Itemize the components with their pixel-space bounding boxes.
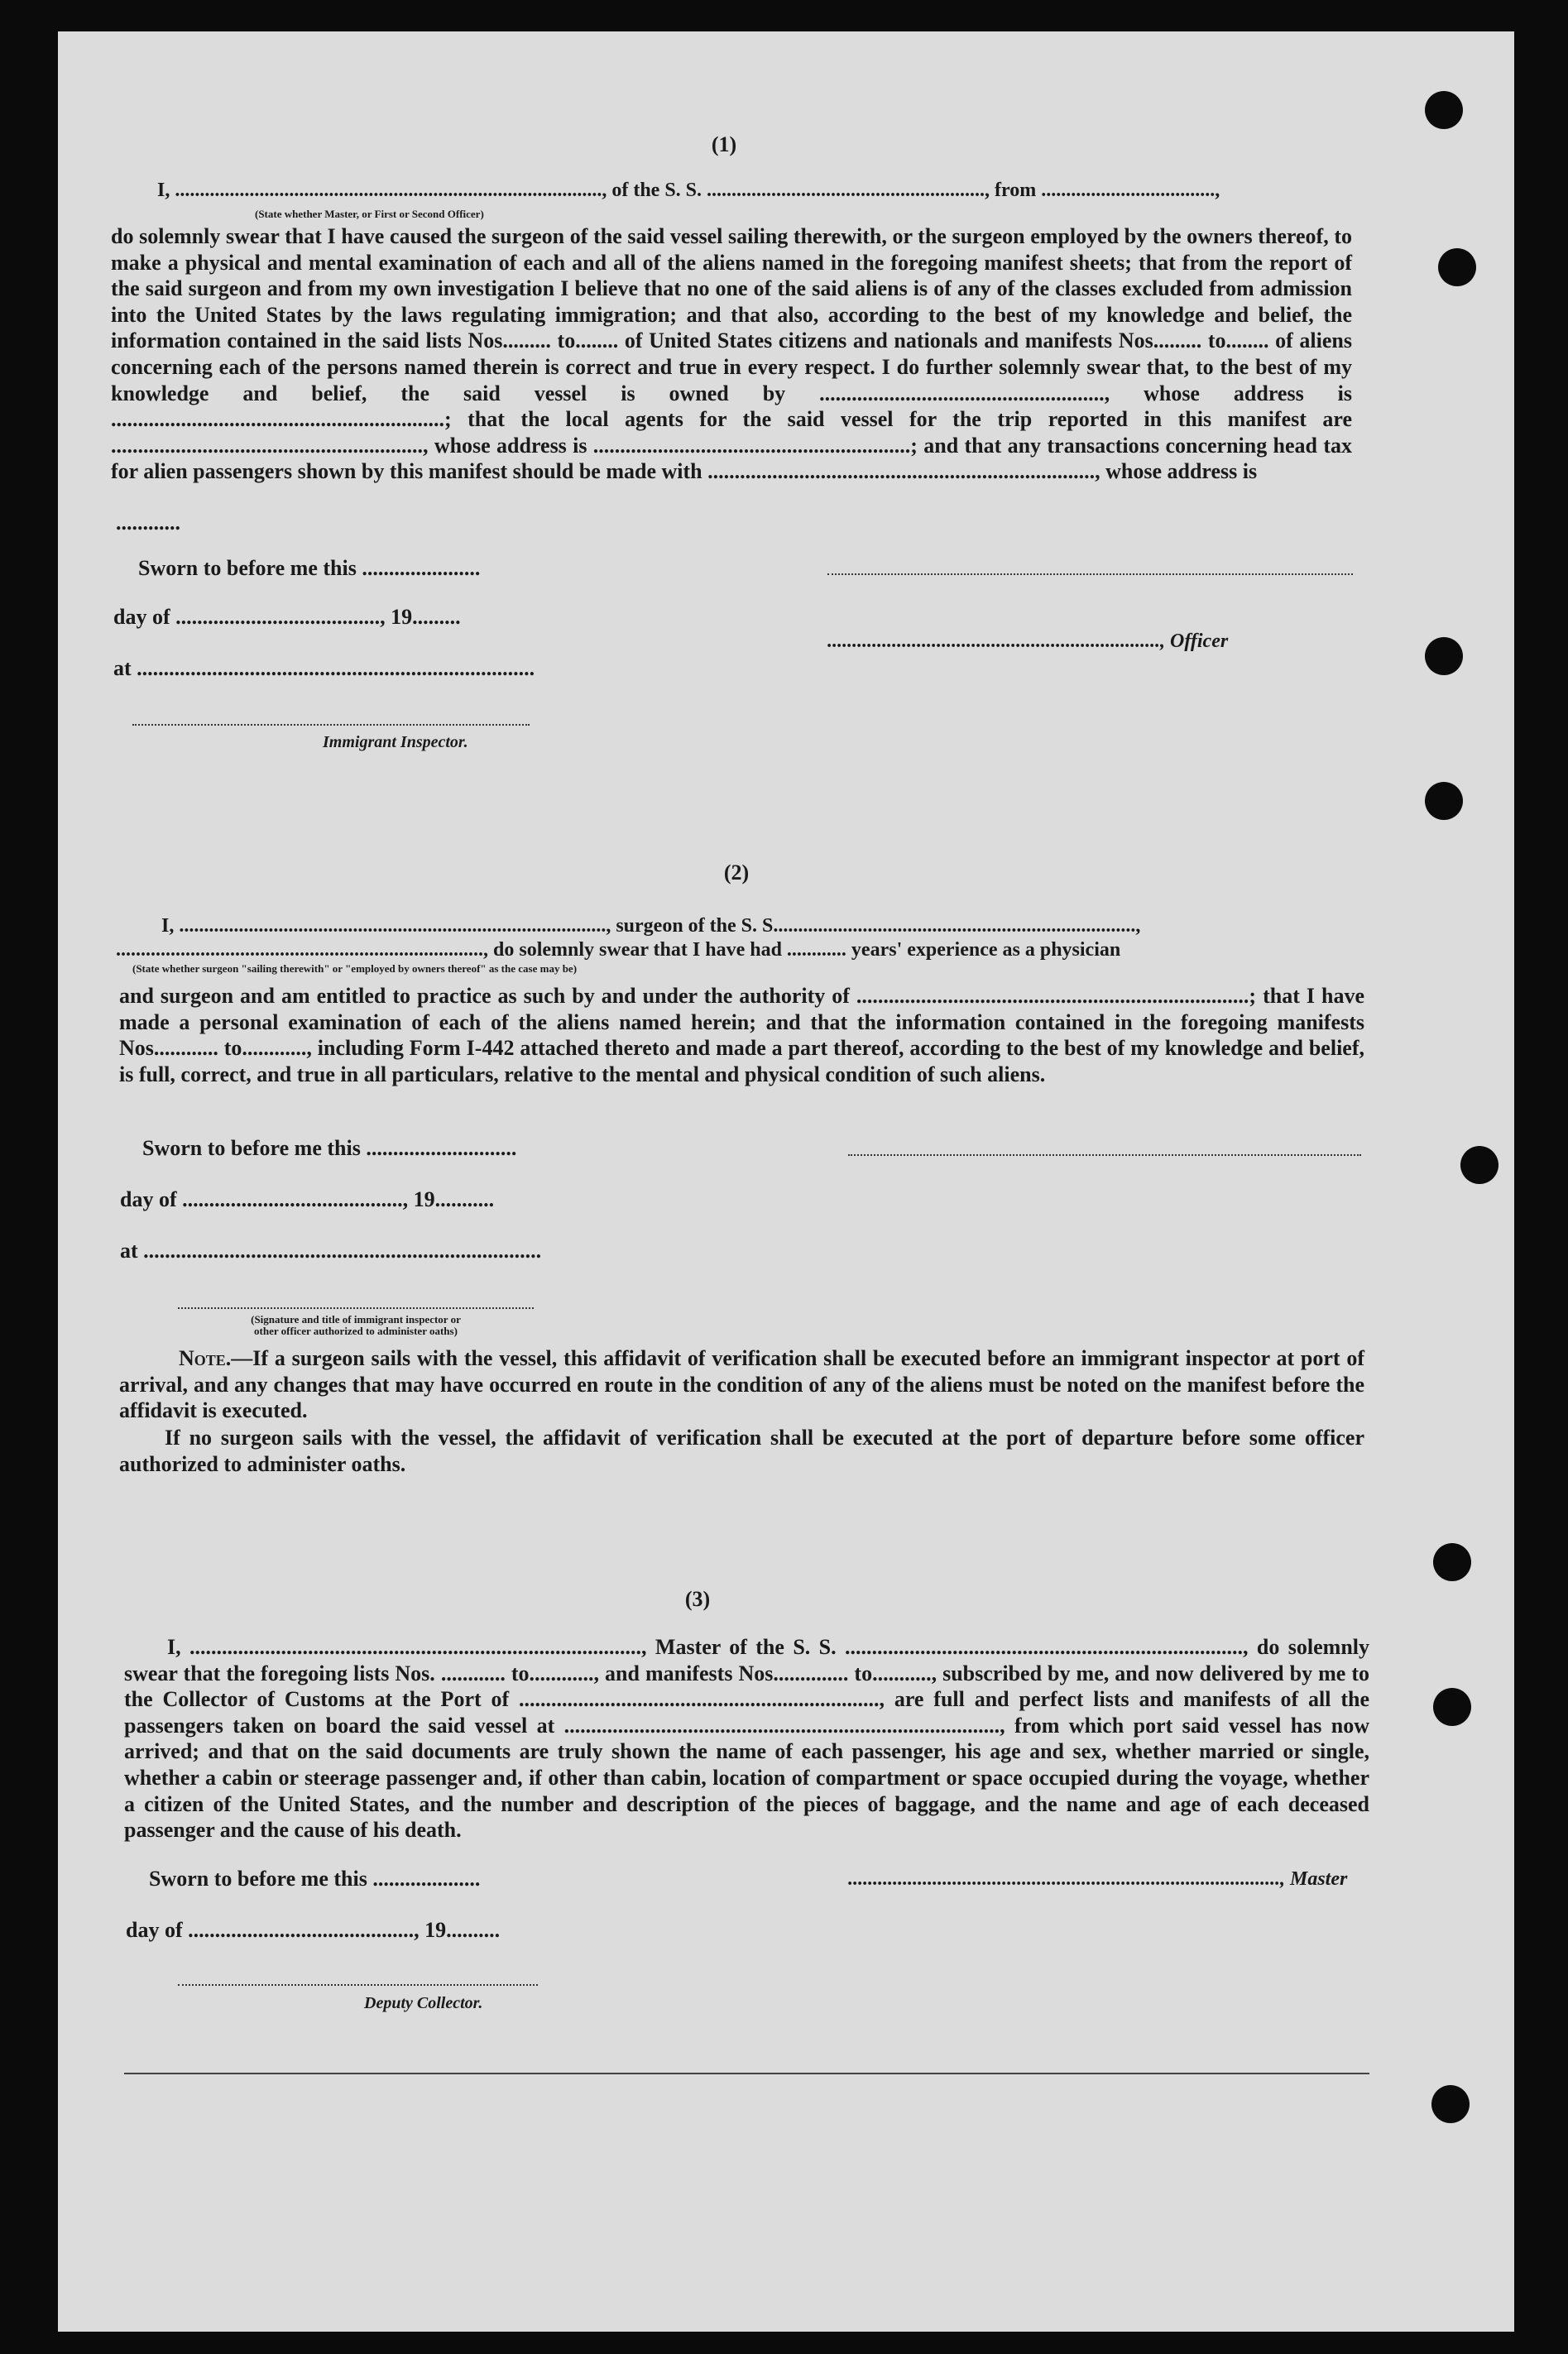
section-1-body: do solemnly swear that I have caused the surgeon of the said vessel sailing therewith, or the surgeon employed by the owners thereof, to make a physical and mental examination of each and all of the aliens named in the foregoing manifest sheets; that from the report of the said surgeon and from my own investigation I believe that no one of the said aliens is of any of the classes excluded from admission into the United States by the laws regulating immigration; and that also, according to the best of my knowledge and belief, the information contained in the said lists Nos......... to........ of United States citizens and nationals and manifests Nos......... to........ of aliens concerning each of the persons named therein is correct and true in every respect. I do further solemnly swear that, to the best of my knowledge and belief, the said vessel is owned by ....................................................., whose address is ..............................................................; that the local agents for the said vessel for the trip reported in this manifest are .........................................................., whose address is ...........................................................; and that any transactions concerning head tax for alien passengers shown by this manifest should be made with ........................................................................, whose address is (111, 224, 1352, 484)
section-1-number: (1) (711, 132, 737, 156)
note-label: Note. (179, 1346, 232, 1370)
section-2-note-2: If no surgeon sails with the vessel, the affidavit of verification shall be executed at the port of departure before some officer authorized to administer oaths. (119, 1426, 1364, 1476)
section-2-number: (2) (723, 861, 750, 885)
binder-hole (1433, 1543, 1471, 1581)
section-2-caption: (State whether surgeon "sailing therewith" or "employed by owners thereof" as the case may be) (132, 962, 578, 975)
section-3-day-of: day of .........................................., 19.......... (126, 1918, 501, 1942)
collector-signature-line (178, 1984, 538, 1986)
section-2-sig-caption-1: (Signature and title of immigrant inspector or (251, 1313, 461, 1326)
section-2-note (119, 1345, 1364, 1424)
section-1-day-of: day of ......................................, 19......... (113, 605, 461, 629)
section-3-master-line: ......................................................................................., Master (848, 1868, 1348, 1890)
section-1-at: at .......................................................................... (113, 656, 535, 680)
section-2-day-of: day of ........................................., 19........... (120, 1187, 495, 1211)
section-1-body-tail: ............ (116, 511, 180, 535)
binder-hole (1433, 1688, 1471, 1726)
section-1-sworn: Sworn to before me this ...................... (138, 556, 481, 580)
inspector-signature-line (132, 724, 530, 726)
binder-hole (1425, 91, 1463, 129)
binder-hole (1431, 2085, 1470, 2123)
section-2-body: and surgeon and am entitled to practice as such by and under the authority of .........................................................................; that I have made a personal examination of each of the aliens named herein; and that the information contained in the foregoing manifests Nos............ to............, including Form I-442 attached thereto and made a part thereof, according to the best of my knowledge and belief, is full, correct, and true in all particulars, relative to the mental and physical condition of such aliens. (119, 984, 1364, 1086)
section-2-officer-line (178, 1307, 534, 1309)
section-2-sworn: Sworn to before me this ............................ (142, 1136, 517, 1160)
section-2-line-2: .........................................................................., do solemnly swear that I have had ............ years' experience as a physician (116, 939, 1121, 961)
note-text: —If a surgeon sails with the vessel, this affidavit of verification shall be executed before an immigrant inspector at port of arrival, and any changes that may have occurred en route in the condition of any of the aliens must be noted on the manifest before the affidavit is executed. (119, 1346, 1364, 1423)
section-1-first-line: I, ......................................................................................, of the S. S. ........................................................, from ..................................., (157, 180, 1220, 201)
section-3-sworn: Sworn to before me this .................... (149, 1867, 481, 1891)
section-2-signature-line (848, 1154, 1361, 1156)
binder-hole (1425, 782, 1463, 820)
section-1-caption: (State whether Master, or First or Second Officer) (255, 208, 484, 220)
section-1-signature-line (827, 573, 1353, 575)
binder-hole (1438, 248, 1476, 286)
section-1-officer-line: ..................................................................., Officer (827, 630, 1229, 652)
section-3-body: I, ...................................................................................., Master of the S. S. .........................................................................., do solemnly swear that the foregoing lists Nos. ............ to............, and manifests Nos.............. to..........., subscribed by me, and now delivered by me to the Collector of Customs at the Port of ..................................................................., are full and perfect lists and manifests of all the passengers taken on board the said vessel at ................................................................................., from which port said vessel has now arrived; and that on the said documents are truly shown the name of each passenger, his age and sex, whether married or single, whether a cabin or steerage passenger and, if other than cabin, location of compartment or space occupied during the voyage, whether a citizen of the United States, and the number and description of the pieces of baggage, and the name and age of each deceased passenger and the cause of his death. (124, 1635, 1369, 1843)
section-3-collector-label: Deputy Collector. (364, 1994, 483, 2012)
section-2-at: at .......................................................................... (120, 1239, 542, 1263)
section-2-sig-caption-2: other officer authorized to administer oaths) (254, 1325, 458, 1337)
binder-hole (1460, 1146, 1498, 1184)
bottom-divider (124, 2073, 1369, 2074)
section-3-number: (3) (684, 1587, 711, 1611)
section-1-inspector-label: Immigrant Inspector. (323, 733, 468, 751)
section-2-line-1: I, ......................................................................................, surgeon of the S. S........................................................................., (161, 915, 1141, 937)
binder-hole (1425, 637, 1463, 675)
